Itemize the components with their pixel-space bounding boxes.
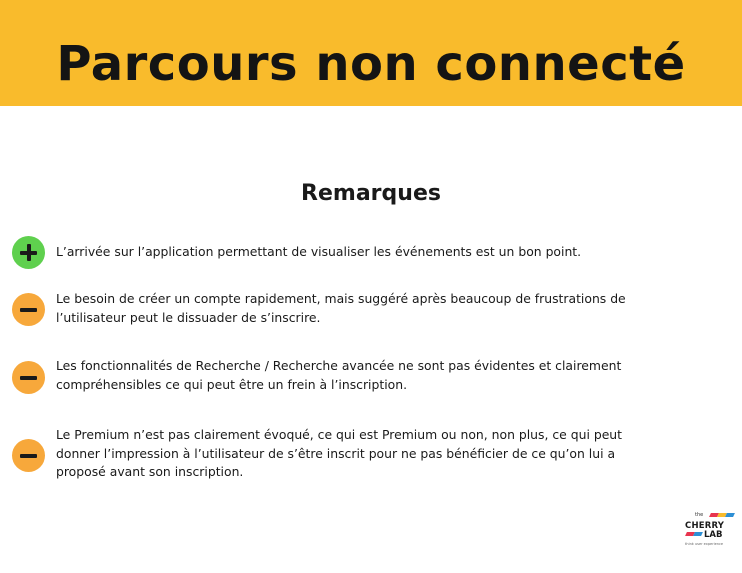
logo-stripe bbox=[725, 513, 735, 517]
remark-line: l’utilisateur peut le dissuader de s’inscrire. bbox=[56, 309, 321, 325]
minus-circle-icon bbox=[12, 293, 45, 326]
remark-text bbox=[56, 357, 696, 394]
logo-stripe bbox=[693, 532, 703, 536]
remark-line: proposé avant son inscription. bbox=[56, 464, 244, 479]
remark-text bbox=[56, 290, 696, 327]
minus-circle-icon bbox=[12, 361, 45, 394]
remark-text bbox=[56, 243, 696, 262]
logo-word-cherry: CHERRY bbox=[685, 521, 725, 531]
remark-line: Le Premium n’est pas clairement évoqué, ce qui est Premium ou non, non plus, ce qui peut bbox=[56, 427, 623, 442]
remark-text bbox=[56, 426, 696, 482]
remark-line: compréhensibles ce qui peut être un frein à l’inscription. bbox=[56, 376, 408, 392]
page-title: Parcours non connecté bbox=[56, 36, 686, 92]
remark-line: Le besoin de créer un compte rapidement, mais suggéré après beaucoup de frustrations de bbox=[56, 291, 626, 306]
logo-the: the bbox=[695, 512, 704, 518]
logo-tagline: think user experience bbox=[685, 542, 724, 546]
remark-line: donner l’impression à l’utilisateur de s’être inscrit pour ne pas bénéficier de ce qu’on lui a bbox=[56, 445, 616, 461]
cherry-lab-logo bbox=[680, 512, 736, 552]
remark-line: Les fonctionnalités de Recherche / Recherche avancée ne sont pas évidentes et clairement bbox=[56, 358, 622, 373]
remark-line: L’arrivée sur l’application permettant de visualiser les événements est un bon point. bbox=[56, 244, 582, 259]
plus-circle-icon bbox=[12, 236, 45, 269]
minus-circle-icon bbox=[12, 439, 45, 472]
section-title: Remarques bbox=[301, 181, 441, 206]
logo-word-lab: LAB bbox=[704, 530, 723, 540]
